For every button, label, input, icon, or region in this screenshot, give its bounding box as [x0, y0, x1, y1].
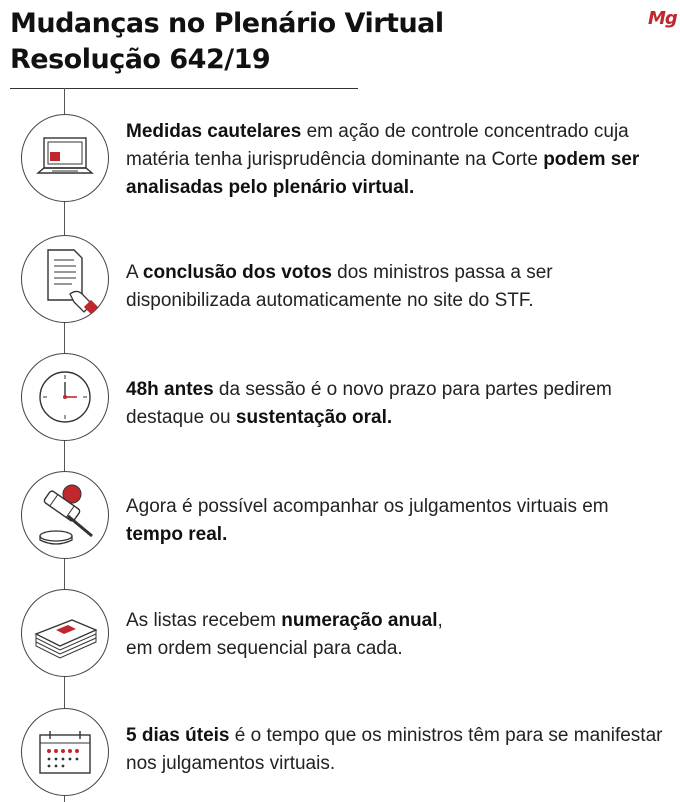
paper-stack-icon	[21, 589, 109, 677]
item-2-part-1: A	[126, 262, 143, 283]
logo-m: M	[648, 8, 665, 29]
item-4-part-1: Agora é possível acompanhar os julgamentos virtuais em	[126, 496, 609, 517]
item-conclusao-votos	[126, 259, 666, 315]
item-5-part-4: em ordem sequencial para cada.	[126, 638, 403, 659]
page-title	[10, 6, 444, 78]
brand-logo	[648, 8, 677, 29]
logo-g: g	[664, 8, 677, 29]
item-6-part-2: é o tempo que os ministros têm para se manifestar nos julgamentos virtuais.	[126, 725, 663, 774]
item-3-part-3: sustentação oral.	[235, 407, 393, 428]
title-line-2: Resolução 642/19	[10, 44, 271, 75]
title-line-1: Mudanças no Plenário Virtual	[10, 8, 444, 39]
item-5-part-2: numeração anual	[281, 610, 438, 631]
item-5-part-3: ,	[437, 610, 443, 631]
item-1-part-1: Medidas cautelares	[126, 121, 302, 142]
item-2-part-3: dos ministros passa a ser disponibilizada automaticamente no site do STF.	[126, 262, 553, 311]
item-numeracao-anual	[126, 607, 666, 663]
item-4-part-2: tempo real.	[126, 524, 228, 545]
title-divider	[10, 88, 358, 89]
item-3-part-2: da sessão é o novo prazo para partes pedirem destaque ou	[126, 379, 612, 428]
clock-icon	[21, 353, 109, 441]
item-6-part-1: 5 dias úteis	[126, 725, 230, 746]
item-1-part-3: podem ser analisadas pelo plenário virtual.	[126, 149, 640, 198]
item-1-part-2: em ação de controle concentrado cuja matéria tenha jurisprudência dominante na Corte	[126, 121, 629, 170]
item-5-dias-uteis	[126, 722, 666, 778]
gavel-icon	[21, 471, 109, 559]
item-tempo-real	[126, 493, 666, 549]
item-3-part-1: 48h antes	[126, 379, 214, 400]
laptop-icon	[21, 114, 109, 202]
document-hand-icon	[21, 235, 109, 323]
item-medidas-cautelares	[126, 118, 666, 202]
calendar-icon	[21, 708, 109, 796]
item-5-part-1: As listas recebem	[126, 610, 282, 631]
item-48h-antes	[126, 376, 666, 432]
item-2-part-2: conclusão dos votos	[142, 262, 332, 283]
